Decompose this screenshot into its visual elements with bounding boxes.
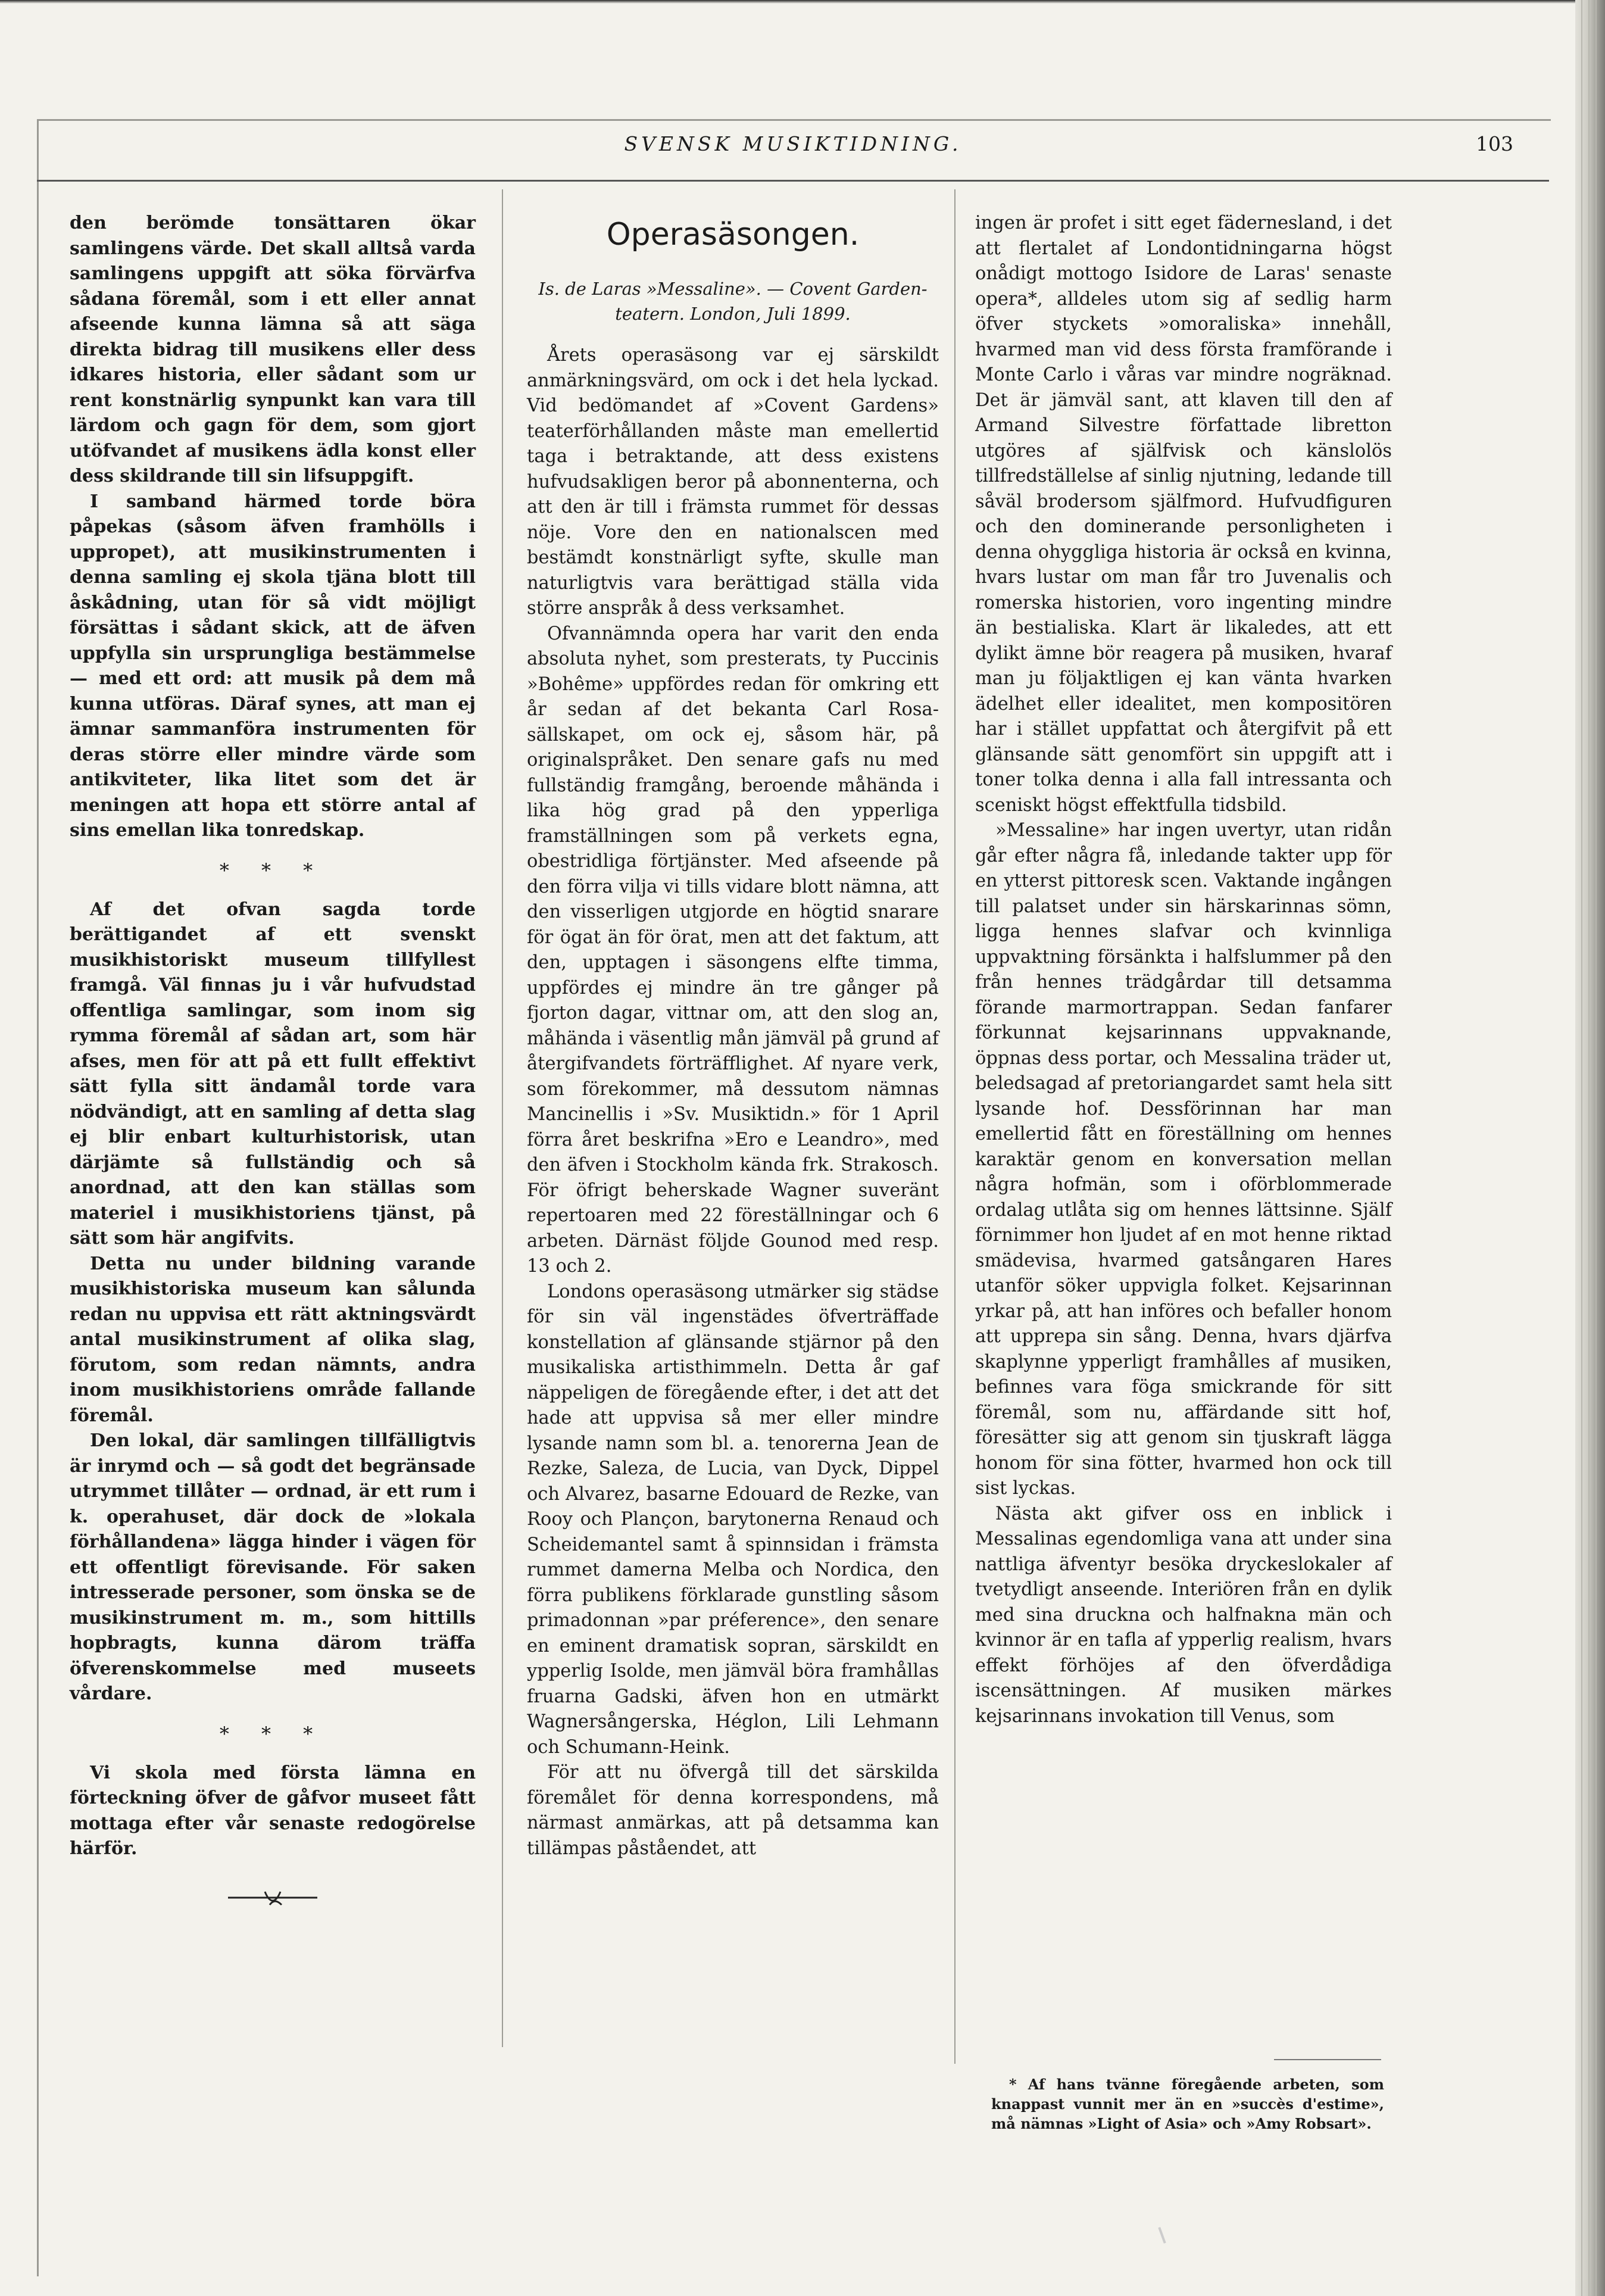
column-divider-2 bbox=[954, 189, 955, 2064]
paragraph: ingen är profet i sitt eget fädernesland, i det att flertalet af Londontidningarna högst onådigt mottogo Isidore de Laras' senaste opera*, alldeles utom sig af sedlig harm öfver styckets »omoraliska» innehåll, hvarmed man vid dess första framförande i Monte Carlo i våras var mindre nogräknad. Det är jämväl sant, att klaven till den af Armand Silvestre författade libretton utgöres af själfvisk och känslolös tillfredställelse af sinlig njutning, ledande till såväl brodersom själfmord. Hufvudfiguren och den dominerande personligheten i denna ohyggliga historia är också en kvinna, hvars lustar om man får tro Juvenalis och romerska historien, voro ingenting mindre än bestialiska. Klart är likaledes, att ett dylikt ämne bör reagera på musiken, hvaraf man ju följaktligen ej kan vänta hvarken ädelhet eller idealitet, men kompositören har i stället uppfattat och återgifvit på ett glänsande sätt genomfört sin uppgift att i toner tolka denna i alla fall intressanta och sceniskt högst effektfulla tidsbild. bbox=[975, 213, 1392, 816]
page-header bbox=[37, 132, 1549, 168]
page-number: 103 bbox=[1476, 132, 1513, 155]
column-3 bbox=[975, 211, 1392, 1729]
footnote-text: * Af hans tvänne föregående arbeten, som knappast vunnit mer än en »succès d'estime», må nämnas »Light of Asia» och »Amy Robsart». bbox=[991, 2076, 1384, 2132]
paragraph: Den lokal, där samlingen tillfälligtvis är inrymd och — så godt det begränsade utrymmet tillåter — ordnad, är ett rum i k. operahuset, där dock de »lokala förhållandena» lägga hinder i vägen för ett offentligt förevisande. För saken intresserade personer, som önska se de musikinstrument m. m., som hittills hopbragts, kunna därom träffa öfverenskommelse med museets vårdare. bbox=[70, 1430, 476, 1704]
article-subtitle: Is. de Laras »Messaline». — Covent Garden-teatern. London, Juli 1899. bbox=[538, 279, 928, 324]
column-1 bbox=[70, 211, 476, 1911]
footnote bbox=[991, 2074, 1384, 2133]
paragraph: Årets operasäsong var ej särskildt anmärkningsvärd, om ock i det hela lyckad. Vid bedömandet af »Covent Gardens» teaterförhållanden måste man emellertid taga i betraktande, att dess existens hufvudsakligen beror på abonnenterna, och att den är till i främsta rummet för dessas nöje. Vore den en nationalscen med bestämdt konstnärligt syfte, skulle man naturligtvis vara berättigad ställa vida större anspråk å dess verksamhet. bbox=[527, 345, 939, 619]
scan-top-shadow bbox=[0, 0, 1605, 4]
paragraph: Londons operasäsong utmärker sig städse för sin väl ingenstädes öfverträffade konstellation af glänsande stjärnor på den musikaliska artisthimmeln. Detta år gaf näppeligen de föregående efter, i det att det hade att uppvisa så mer eller mindre lysande namn som bl. a. tenorerna Jean de Rezke, Saleza, de Lucia, van Dyck, Dippel och Alvarez, basarne Edouard de Rezke, van Rooy och Plançon, barytonerna Renaud och Scheidemantel samt å spinnsidan i främsta rummet damerna Melba och Nordica, den förra publikens förklarade gunstling såsom primadonnan »par préference», den senare en eminent dramatisk sopran, särskildt en ypperlig Isolde, men jämväl böra framhållas fruarna Gadski, äfven hon en utmärkt Wagnersångerska, Héglon, Lili Lehmann och Schumann-Heink. bbox=[527, 1281, 939, 1758]
paragraph: »Messaline» har ingen uvertyr, utan ridån går efter några få, inledande takter upp för en ytterst pittoresk scen. Vaktande ingången till palatset under sin härskarinnas sömn, ligga hennes slafvar och kvinnliga uppvaktning försänkta i halfslummer på den från hennes trädgårdar till detsamma förande marmortrappan. Sedan fanfarer förkunnat kejsarinnans uppvaknande, öppnas dess portar, och Messalina träder ut, beledsagad af pretoriangardet samt hela sitt lysande hof. Dessförinnan har man emellertid fått en föreställning om hennes karaktär genom en konversation mellan några hofmän, som i oförblommerade ordalag utlåta sig om hennes lättsinne. Själf förnimmer hon ljudet af en mot henne riktad smädevisa, hvarmed gatsångaren Hares utanför söker uppvigla folket. Kejsarinnan yrkar på, att han införes och befaller honom att upprepa sin sång. Denna, hvars djärfva skaplynne ypperligt framhålles af musiken, befinnes vara föga smickrande för sitt föremål, som nu, affärdande sitt hof, föresätter sig att genom sin tjuskraft lägga honom för sina fötter, hvarmed hon ock till sist lyckas. bbox=[975, 820, 1392, 1499]
header-rule bbox=[37, 180, 1549, 182]
paragraph: Ofvannämnda opera har varit den enda absoluta nyhet, som presterats, ty Puccinis »Bohême» uppfördes redan för omkring ett år sedan af det bekanta Carl Rosa-sällskapet, om ock ej, såsom här, på originalspråket. Den senare gafs nu med fullständig framgång, beroende måhända i lika hög grad på den ypperliga framställningen som på verkets egna, obestridliga förtjänster. Med afseende på den förra vilja vi tills vidare blott nämna, att den visserligen utgjorde en högtid snarare för ögat än för örat, men att det faktum, att den, upptagen i säsongens elfte timma, uppfördes ej mindre än tre gånger på fjorton dagar, vittnar om, att den slog an, måhända i väsentlig mån jämväl på grund af återgifvandets förträfflighet. Af nyare verk, som förekommer, må dessutom nämnas Mancinellis i »Sv. Musiktidn.» för 1 April förra året beskrifna »Ero e Leandro», med den äfven i Stockholm kända frk. Strakosch. För öfrigt beherskade Wagner suveränt repertoaren med 22 föreställningar och 6 arbeten. Därnäst följde Gounod med resp. 13 och 2. bbox=[527, 623, 939, 1277]
column-divider-1 bbox=[502, 189, 503, 2047]
paragraph: Vi skola med första lämna en förteckning öfver de gåfvor museet fått mottaga efter vår senaste redogörelse härför. bbox=[70, 1762, 476, 1859]
end-flourish-ornament bbox=[228, 1887, 317, 1911]
footnote-rule bbox=[1274, 2059, 1381, 2060]
running-title: SVENSK MUSIKTIDNING. bbox=[624, 132, 962, 155]
paragraph: Af det ofvan sagda torde berättigandet af ett svenskt musikhistoriskt museum tillfyllest framgå. Väl finnas ju i vår hufvudstad offentliga samlingar, som inom sig rymma föremål af sådan art, som här afses, men för att på ett fullt effektivt sätt fylla sitt ändamål torde vara nödvändigt, att en samling af detta slag ej blir enbart kulturhistorisk, utan därjämte så fullständig och så anordnad, att den kan ställas som materiel i musikhistoriens tjänst, på sätt som här angifvits. bbox=[70, 899, 476, 1249]
paragraph: den berömde tonsättaren ökar samlingens värde. Det skall alltså varda samlingens uppgift att söka förvärfva sådana föremål, som i ett eller annat afseende kunna lämna så att säga direkta bidrag till musikens eller dess idkares historia, eller sådant som ur rent konstnärlig synpunkt kan vara till lärdom och gagn för dem, som gjort utöfvandet af musikens ädla konst eller dess skildrande till sin lifsuppgift. bbox=[70, 213, 476, 486]
paragraph: För att nu öfvergå till det särskilda föremålet för denna korrespondens, må närmast anmärkas, att på detsamma kan tillämpas påståendet, att bbox=[527, 1762, 939, 1859]
column-2 bbox=[527, 211, 939, 1861]
scan-right-edge bbox=[1575, 0, 1605, 2296]
section-separator-stars: * * * bbox=[219, 859, 326, 882]
paragraph: Nästa akt gifver oss en inblick i Messalinas egendomliga vana att under sina nattliga äfventyr besöka dryckeslokaler af tvetydligt anseende. Interiören från en dylik med sina druckna och halfnakna män och kvinnor är en tafla af ypperlig realism, hvars effekt förhöjes af den öfverdådiga iscensättningen. Af musiken märkes kejsarinnans invokation till Venus, som bbox=[975, 1503, 1392, 1727]
paragraph: Detta nu under bildning varande musikhistoriska museum kan sålunda redan nu uppvisa ett rätt aktningsvärdt antal musikinstrument af olika slag, förutom, som redan nämnts, andra inom musikhistoriens område fallande föremål. bbox=[70, 1253, 476, 1426]
paragraph: I samband härmed torde böra påpekas (såsom äfven framhölls i uppropet), att musikinstrumenten i denna samling ej skola tjäna blott till åskådning, utan för så vidt möjligt försättas i sådant skick, att de äfven uppfylla sin ursprungliga bestämmelse — med ett ord: att musik på dem må kunna utföras. Däraf synes, att man ej ämnar sammanföra instrumenten för deras större eller mindre värde som antikviteter, lika litet som det är meningen att hopa ett större antal af sins emellan lika tonredskap. bbox=[70, 491, 476, 841]
article-title: Operasäsongen. bbox=[606, 217, 860, 252]
section-separator-stars: * * * bbox=[219, 1722, 326, 1745]
